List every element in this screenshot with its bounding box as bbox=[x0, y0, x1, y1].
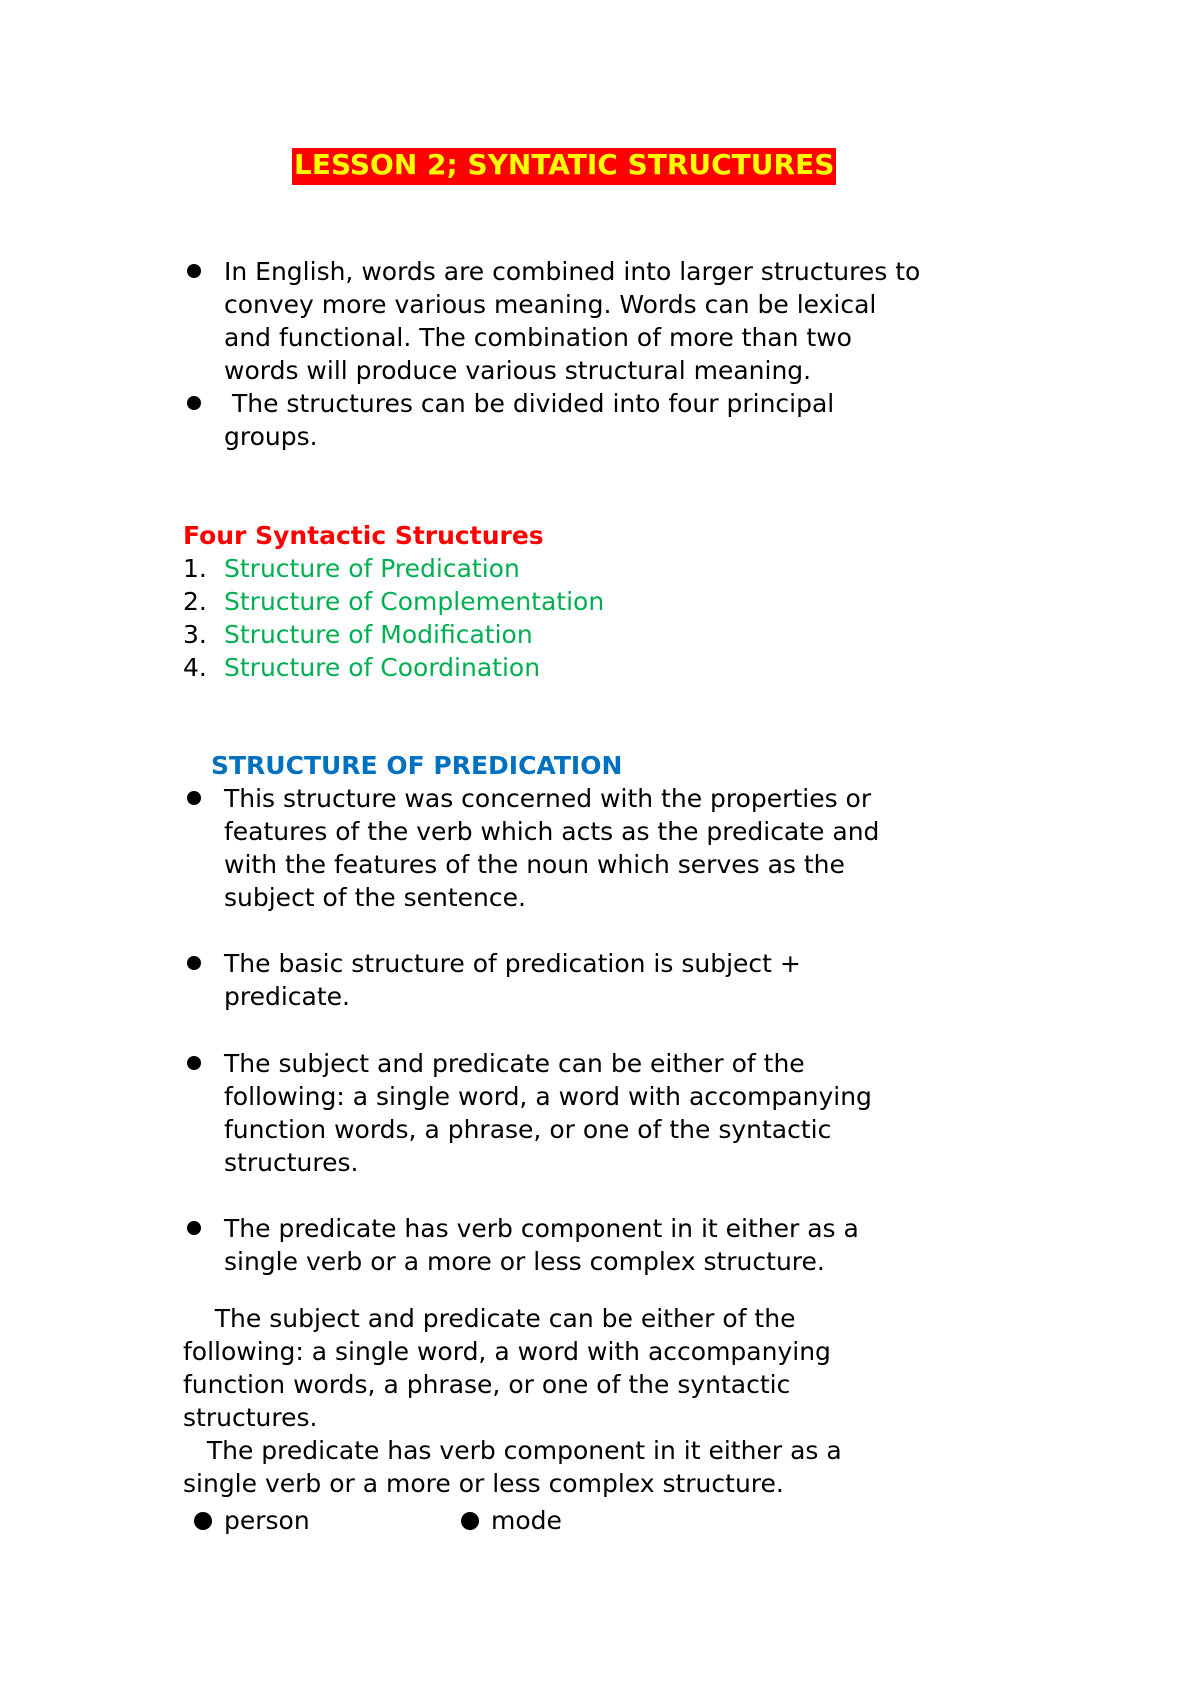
predication-bullet-4-line-1: The predicate has verb component in it either as a bbox=[224, 1214, 859, 1243]
predication-bullet-1-line-4: subject of the sentence. bbox=[224, 883, 526, 912]
four-structures-heading: Four Syntactic Structures bbox=[183, 521, 544, 550]
list-number: 3. bbox=[183, 620, 207, 649]
predication-bullet-2-line-2: predicate. bbox=[224, 982, 350, 1011]
inline-bullet-mode: mode bbox=[491, 1506, 562, 1535]
bullet-icon bbox=[187, 1221, 201, 1235]
bullet-icon bbox=[187, 264, 201, 278]
predication-bullet-3-line-1: The subject and predicate can be either of the bbox=[224, 1049, 805, 1078]
inline-bullet-person: person bbox=[224, 1506, 310, 1535]
bullet-icon bbox=[194, 1512, 212, 1530]
intro-bullet-1-line-3: and functional. The combination of more than two bbox=[224, 323, 852, 352]
bullet-icon bbox=[187, 396, 201, 410]
paragraph-line-4: structures. bbox=[183, 1403, 318, 1432]
list-item-coordination: Structure of Coordination bbox=[224, 653, 541, 682]
bullet-icon bbox=[187, 1056, 201, 1070]
intro-bullet-1-line-1: In English, words are combined into larger structures to bbox=[224, 257, 921, 286]
bullet-icon bbox=[461, 1512, 479, 1530]
predication-bullet-1-line-3: with the features of the noun which serves as the bbox=[224, 850, 845, 879]
predication-bullet-1-line-2: features of the verb which acts as the predicate and bbox=[224, 817, 880, 846]
predication-bullet-4-line-2: single verb or a more or less complex structure. bbox=[224, 1247, 825, 1276]
predication-bullet-1-line-1: This structure was concerned with the properties or bbox=[224, 784, 872, 813]
list-item-modification: Structure of Modification bbox=[224, 620, 533, 649]
paragraph-line-1: The subject and predicate can be either of the bbox=[183, 1304, 796, 1333]
intro-bullet-2-line-1: The structures can be divided into four principal bbox=[224, 389, 835, 418]
predication-heading: STRUCTURE OF PREDICATION bbox=[211, 751, 623, 780]
paragraph-line-3: function words, a phrase, or one of the syntactic bbox=[183, 1370, 791, 1399]
list-item-complementation: Structure of Complementation bbox=[224, 587, 605, 616]
paragraph-line-2: following: a single word, a word with accompanying bbox=[183, 1337, 831, 1366]
bullet-icon bbox=[187, 956, 201, 970]
paragraph-line-6: single verb or a more or less complex structure. bbox=[183, 1469, 784, 1498]
list-number: 4. bbox=[183, 653, 207, 682]
predication-bullet-3-line-4: structures. bbox=[224, 1148, 359, 1177]
paragraph-line-5: The predicate has verb component in it either as a bbox=[183, 1436, 842, 1465]
intro-bullet-1-line-2: convey more various meaning. Words can be lexical bbox=[224, 290, 877, 319]
page-title: LESSON 2; SYNTATIC STRUCTURES bbox=[292, 148, 836, 185]
predication-bullet-2-line-1: The basic structure of predication is subject + bbox=[224, 949, 801, 978]
list-item-predication: Structure of Predication bbox=[224, 554, 520, 583]
list-number: 1. bbox=[183, 554, 207, 583]
intro-bullet-2-line-2: groups. bbox=[224, 422, 318, 451]
bullet-icon bbox=[187, 791, 201, 805]
predication-bullet-3-line-2: following: a single word, a word with accompanying bbox=[224, 1082, 872, 1111]
predication-bullet-3-line-3: function words, a phrase, or one of the syntactic bbox=[224, 1115, 832, 1144]
intro-bullet-1-line-4: words will produce various structural meaning. bbox=[224, 356, 812, 385]
list-number: 2. bbox=[183, 587, 207, 616]
